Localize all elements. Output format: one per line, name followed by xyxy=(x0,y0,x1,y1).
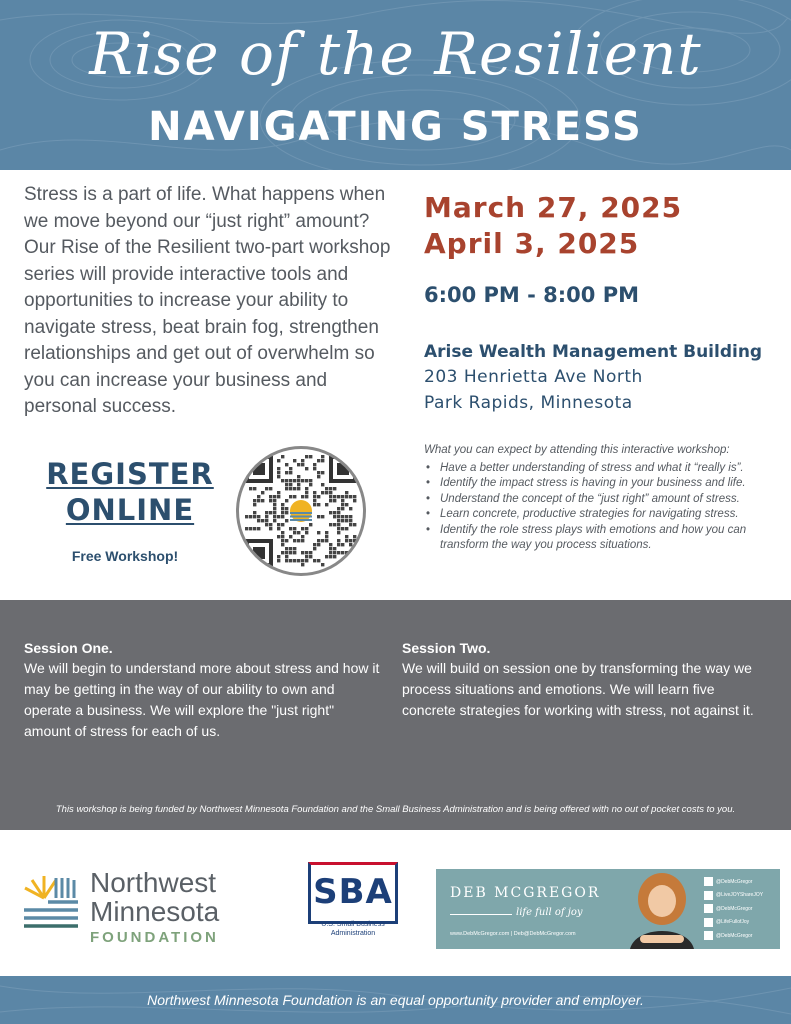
venue-address-line2: Park Rapids, Minnesota xyxy=(424,393,633,413)
portrait-photo xyxy=(622,869,702,949)
expectations-list xyxy=(424,443,774,554)
date-two: April 3, 2025 xyxy=(424,227,640,260)
session-two-body: We will build on session one by transforming the way we process situations and emotions. We will learn five concrete strategies for working with stress, not against it. xyxy=(402,660,754,718)
venue-name: Arise Wealth Management Building xyxy=(424,342,763,362)
social-handle: @DebMcGregor xyxy=(716,932,753,939)
deb-mcgregor-banner xyxy=(436,869,780,949)
event-venue xyxy=(424,340,762,416)
footer-banner xyxy=(0,976,791,1024)
social-handle: @DebMcGregor xyxy=(716,878,753,885)
list-item: • Identify the impact stress is having in your business and life. xyxy=(424,476,774,492)
qr-code-icon xyxy=(239,449,363,573)
expectations-intro: What you can expect by attending this interactive workshop: xyxy=(424,444,730,456)
nwmf-line2: Minnesota xyxy=(90,896,220,927)
list-item: • Learn concrete, productive strategies for navigating stress. xyxy=(424,507,774,523)
facebook-icon xyxy=(704,877,713,886)
nwmf-logo xyxy=(22,868,262,958)
linkedin-icon xyxy=(704,918,713,927)
sba-letters: SBA xyxy=(313,872,393,912)
deb-tagline: life full of joy xyxy=(516,907,583,918)
free-workshop-label: Free Workshop! xyxy=(71,548,179,564)
social-handle: @DebMcGregor xyxy=(716,905,753,912)
instagram-icon xyxy=(704,891,713,900)
intro-paragraph: Stress is a part of life. What happens when we move beyond our “just right” amount? Our Rise of the Resilient two-part workshop series will provide interactive tools and opportunities to increase your ability to navigate stress, beat brain fog, strengthen relationships and get out of overwhelm so you can increase your business and personal success. xyxy=(24,184,391,417)
sunrise-waves-icon xyxy=(22,872,80,932)
session-one-title: Session One. xyxy=(24,640,113,656)
date-one: March 27, 2025 xyxy=(424,191,683,224)
social-handle: @LiveJOYShareJOY xyxy=(716,892,764,899)
social-handle: @LifeFullofJoy xyxy=(716,919,750,926)
event-time: 6:00 PM - 8:00 PM xyxy=(424,283,640,307)
deb-name: DEB MCGREGOR xyxy=(450,885,601,901)
session-one-body: We will begin to understand more about stress and how it may be getting in the way of our ability to own and operate a business. We will explore the "just right" amount of stress for each of us. xyxy=(24,660,380,739)
nwmf-line3: FOUNDATION xyxy=(90,929,219,946)
deb-contact: www.DebMcGregor.com | Deb@DebMcGregor.com xyxy=(450,931,576,937)
list-item: • Understand the concept of the “just right” amount of stress. xyxy=(424,492,774,508)
register-line2: ONLINE xyxy=(65,493,195,527)
sba-frame xyxy=(308,862,398,924)
sba-logo xyxy=(298,858,408,968)
event-dates xyxy=(424,190,682,262)
funding-note: This workshop is being funded by Northwest Minnesota Foundation and the Small Business Administration and is being offered with no out of pocket costs to you. xyxy=(55,804,736,815)
sba-caption-line1: U.S. Small Business xyxy=(321,921,385,928)
divider xyxy=(450,914,512,915)
list-item: • Have a better understanding of stress and what it “really is”. xyxy=(424,461,774,477)
list-item: • Identify the role stress plays with emotions and how you can transform the way you process situations. xyxy=(424,523,774,554)
event-title: Rise of the Resilient xyxy=(89,20,702,88)
header-banner xyxy=(0,0,791,170)
sba-caption-line2: Administration xyxy=(330,930,376,937)
nwmf-wordmark xyxy=(90,868,219,946)
qr-code[interactable] xyxy=(236,446,366,576)
nwmf-line1: Northwest xyxy=(90,867,217,898)
sessions-band xyxy=(0,600,791,830)
footer-text: Northwest Minnesota Foundation is an equal opportunity provider and employer. xyxy=(147,992,644,1008)
linkedin-icon xyxy=(704,904,713,913)
register-online-link[interactable] xyxy=(40,456,220,528)
social-handles xyxy=(704,875,778,943)
session-two-title: Session Two. xyxy=(402,640,491,656)
session-two xyxy=(402,638,762,721)
event-subtitle: NAVIGATING STRESS xyxy=(148,104,643,150)
session-one xyxy=(24,638,384,742)
register-line1: REGISTER xyxy=(46,457,214,491)
venue-address-line1: 203 Henrietta Ave North xyxy=(424,367,643,387)
youtube-icon xyxy=(704,931,713,940)
